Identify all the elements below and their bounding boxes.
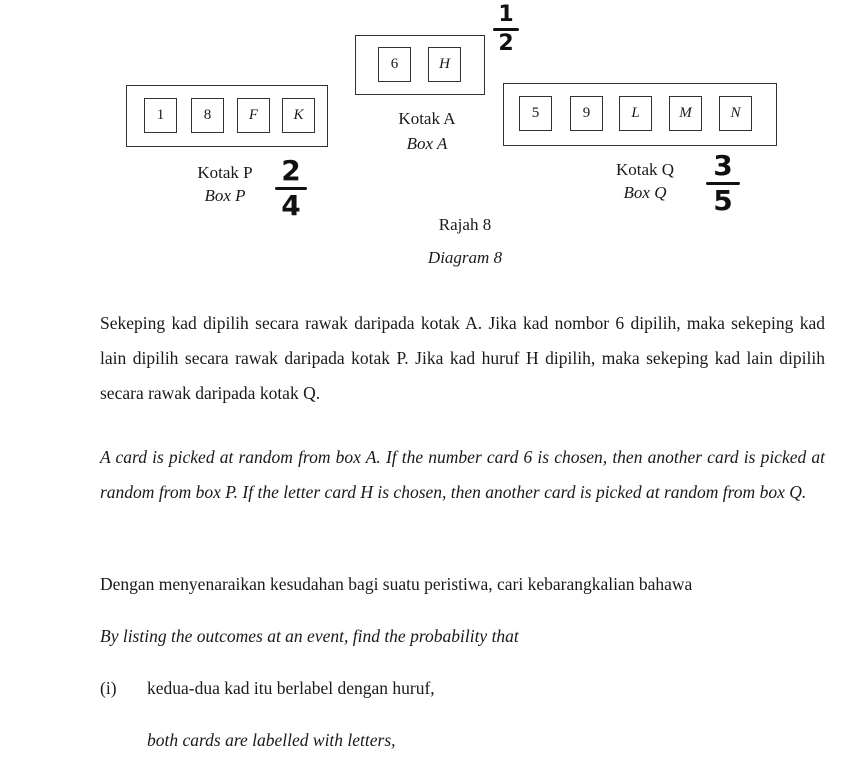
card-1: 1 xyxy=(144,98,177,133)
part-i-label: (i) xyxy=(100,678,117,698)
box-a xyxy=(355,35,485,95)
box-q-label-ms: Kotak Q xyxy=(615,160,675,179)
box-q xyxy=(503,83,777,146)
card-k: K xyxy=(282,98,315,133)
fraction-q-denominator: 5 xyxy=(713,184,733,217)
card-5: 5 xyxy=(519,96,552,131)
card-m: M xyxy=(669,96,702,131)
box-p-label-en: Box P xyxy=(204,186,246,205)
handwritten-fraction-q xyxy=(706,149,740,217)
box-a-label-ms: Kotak A xyxy=(398,109,456,128)
handwritten-fraction-a xyxy=(493,4,519,55)
fraction-a-numerator: 1 xyxy=(498,2,514,27)
instruction-en: By listing the outcomes at an event, find the probability that xyxy=(100,626,519,646)
fraction-p-numerator: 2 xyxy=(281,154,301,187)
fraction-a-denominator: 2 xyxy=(498,31,514,56)
card-f: F xyxy=(237,98,270,133)
question-paragraph-ms: Sekeping kad dipilih secara rawak daripada kotak A. Jika kad nombor 6 dipilih, maka sekeping kad lain dipilih secara rawak daripada kotak P. Jika kad huruf H dipilih, maka sekeping kad lain dipilih secara rawak daripada kotak Q. xyxy=(100,313,825,403)
diagram-caption-ms: Rajah 8 xyxy=(438,215,492,234)
box-p-label-ms: Kotak P xyxy=(197,163,253,182)
box-p xyxy=(126,85,328,147)
card-9: 9 xyxy=(570,96,603,131)
fraction-p-denominator: 4 xyxy=(281,189,301,222)
fraction-q-numerator: 3 xyxy=(713,149,733,182)
handwritten-fraction-p xyxy=(275,154,307,222)
card-8: 8 xyxy=(191,98,224,133)
card-n: N xyxy=(719,96,752,131)
card-6: 6 xyxy=(378,47,411,82)
box-a-label-en: Box A xyxy=(406,134,448,153)
diagram-caption-en: Diagram 8 xyxy=(427,248,503,267)
card-l: L xyxy=(619,96,652,131)
part-i-text-ms: kedua-dua kad itu berlabel dengan huruf, xyxy=(147,678,435,698)
instruction-ms: Dengan menyenaraikan kesudahan bagi suatu peristiwa, cari kebarangkalian bahawa xyxy=(100,574,693,594)
question-paragraph-en: A card is picked at random from box A. If the number card 6 is chosen, then another card is picked at random from box P. If the letter card H is chosen, then another card is picked at random from box Q. xyxy=(100,447,825,502)
box-q-label-en: Box Q xyxy=(623,183,667,202)
card-h: H xyxy=(428,47,461,82)
part-i-text-en: both cards are labelled with letters, xyxy=(147,730,396,750)
